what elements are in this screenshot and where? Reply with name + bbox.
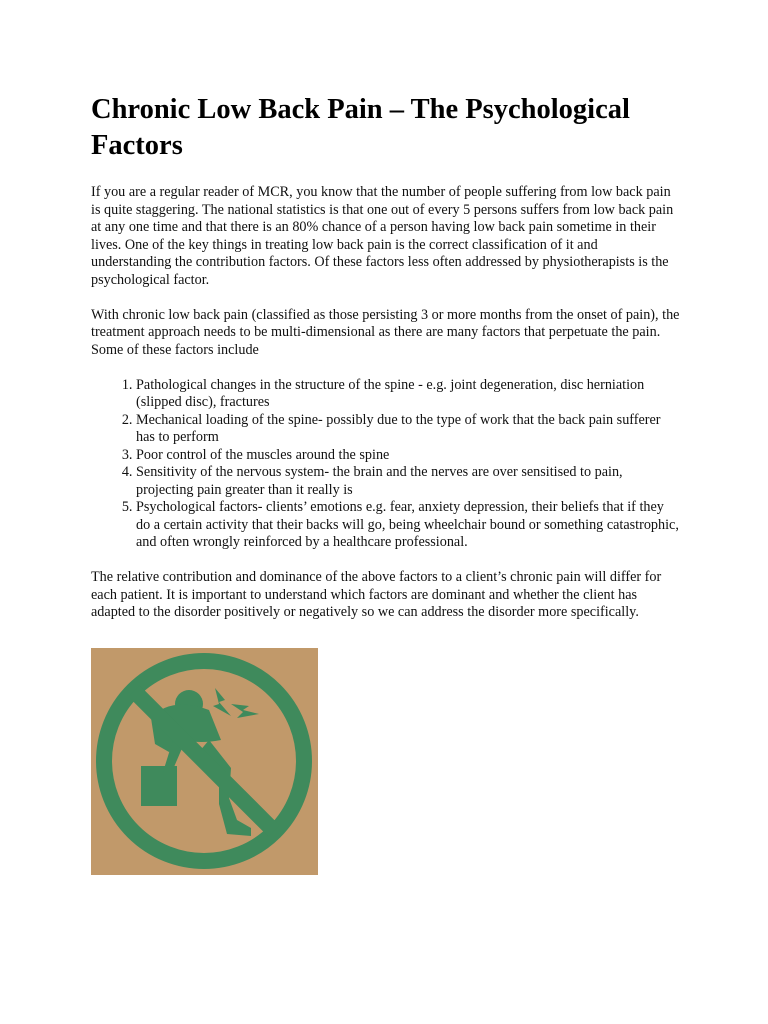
no-lifting-sign-image (91, 648, 318, 875)
list-item: 4. Sensitivity of the nervous system- the brain and the nerves are over sensitised to pain, projecting pain greater than it really is (136, 464, 681, 499)
document-page (91, 92, 681, 875)
list-item: 2. Mechanical loading of the spine- possibly due to the type of work that the back pain sufferer has to perform (136, 412, 681, 447)
list-item: 5. Psychological factors- clients’ emotions e.g. fear, anxiety depression, their beliefs that if they do a certain activity that their backs will go, being wheelchair bound or something catastrophic, and often wrongly reinforced by a healthcare professional. (136, 499, 681, 552)
no-lifting-prohibition-sign-icon (91, 648, 318, 875)
article-title: Chronic Low Back Pain – The Psychological Factors (91, 94, 630, 161)
chronic-pain-paragraph: With chronic low back pain (classified as those persisting 3 or more months from the onset of pain), the treatment approach needs to be multi-dimensional as there are many factors that perpetuate the pain. Some of these factors include (91, 306, 680, 358)
list-item: 1. Pathological changes in the structure of the spine - e.g. joint degeneration, disc herniation (slipped disc), fractures (136, 377, 681, 412)
factors-list (91, 377, 681, 552)
closing-paragraph: The relative contribution and dominance of the above factors to a client’s chronic pain will differ for each patient. It is important to understand which factors are dominant and whether the client has adapted to the disorder positively or negatively so we can address the disorder more specifically. (91, 569, 662, 620)
intro-paragraph: If you are a regular reader of MCR, you know that the number of people suffering from low back pain is quite staggering. The national statistics is that one out of every 5 persons suffers from low back pain at any one time and that there is an 80% chance of a person having low back pain sometime in their lives. One of the key things in treating low back pain is the correct classification of it and understanding the contribution factors. Of these factors less often addressed by physiotherapists is the psychological factor. (91, 184, 674, 288)
list-item: 3. Poor control of the muscles around the spine (136, 447, 681, 465)
